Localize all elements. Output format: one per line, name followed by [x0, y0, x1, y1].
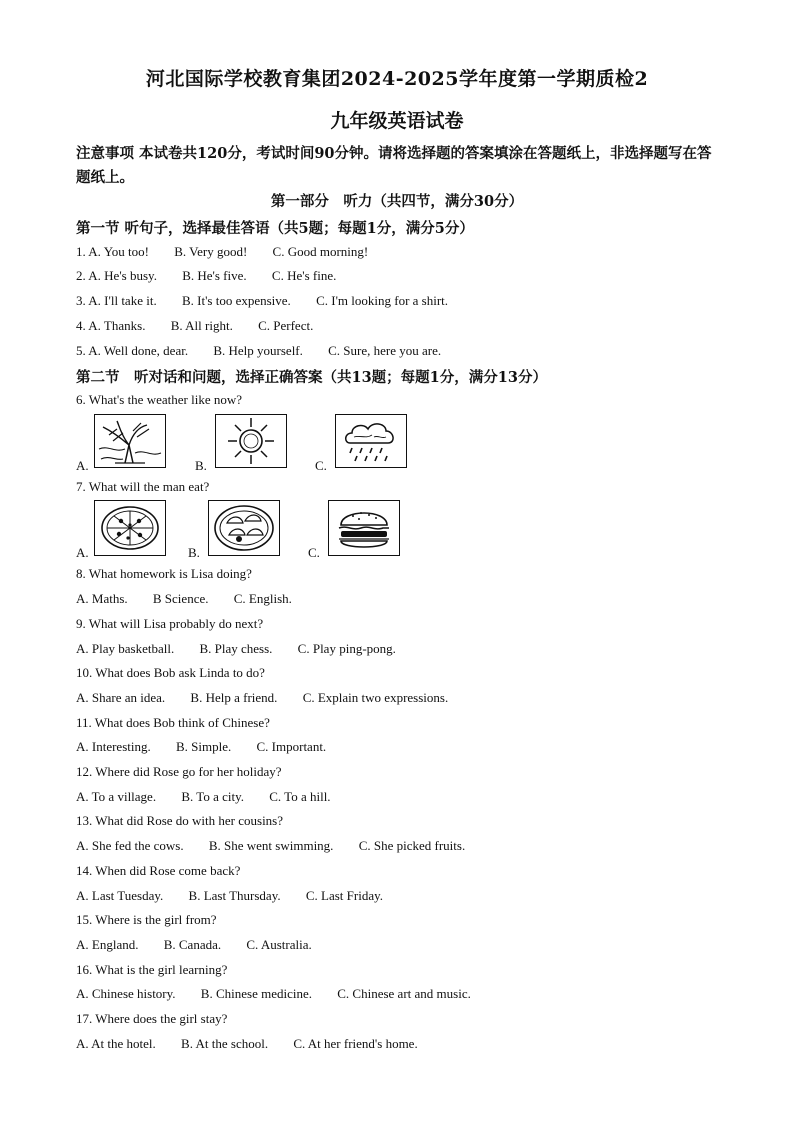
- question-13-option-c: C. She picked fruits.: [358, 838, 466, 853]
- question-4-option-b: B. All right.: [170, 318, 233, 333]
- question-1-option-c: C. Good morning!: [272, 244, 369, 259]
- question-4-option-a: 4. A. Thanks.: [76, 318, 146, 333]
- question-12-options: [76, 789, 331, 805]
- question-13-options: [76, 838, 465, 854]
- question-17-options: [76, 1036, 418, 1052]
- question-6-label-a: A.: [76, 458, 89, 473]
- question-1-option-b: B. Very good!: [174, 244, 248, 259]
- question-13-option-b: B. She went swimming.: [208, 838, 334, 853]
- question-16-option-a: A. Chinese history.: [76, 986, 176, 1001]
- question-13: 13. What did Rose do with her cousins?: [76, 813, 284, 828]
- question-2-option-b: B. He's five.: [182, 268, 247, 283]
- dumplings-icon: [208, 500, 280, 556]
- question-3-option-b: B. It's too expensive.: [181, 293, 291, 308]
- question-14-options: [76, 888, 383, 904]
- question-12-option-b: B. To a city.: [181, 789, 244, 804]
- question-7-label-b: B.: [188, 545, 200, 560]
- question-9-option-c: C. Play ping-pong.: [297, 641, 396, 656]
- question-7: 7. What will the man eat?: [76, 479, 210, 494]
- question-11-options: [76, 739, 326, 755]
- rainy-weather-icon: [335, 414, 407, 468]
- question-16-option-c: C. Chinese art and music.: [337, 986, 471, 1001]
- exam-title-line1: 河北国际学校教育集团2024-2025学年度第一学期质检2: [145, 68, 649, 90]
- question-15-option-c: C. Australia.: [246, 937, 312, 952]
- question-8-options: [76, 591, 292, 607]
- question-12-option-a: A. To a village.: [76, 789, 157, 804]
- part1-heading: 第一部分 听力（共四节，满分30分）: [270, 193, 524, 210]
- question-10-option-a: A. Share an idea.: [76, 690, 166, 705]
- question-11: 11. What does Bob think of Chinese?: [76, 715, 270, 730]
- question-17-option-a: A. At the hotel.: [76, 1036, 156, 1051]
- question-4-option-c: C. Perfect.: [258, 318, 314, 333]
- question-8: 8. What homework is Lisa doing?: [76, 566, 252, 581]
- question-5-option-a: 5. A. Well done, dear.: [76, 343, 189, 358]
- question-2-option-a: 2. A. He's busy.: [76, 268, 157, 283]
- question-16-options: [76, 986, 471, 1002]
- question-9-option-b: B. Play chess.: [199, 641, 273, 656]
- windy-weather-icon: [94, 414, 166, 468]
- question-14: 14. When did Rose come back?: [76, 863, 241, 878]
- exam-title-line2: 九年级英语试卷: [330, 110, 464, 132]
- question-11-option-a: A. Interesting.: [76, 739, 151, 754]
- question-3-option-c: C. I'm looking for a shirt.: [316, 293, 449, 308]
- question-3: [76, 293, 448, 309]
- question-12-option-c: C. To a hill.: [269, 789, 331, 804]
- question-5: [76, 343, 441, 359]
- question-6-label-c: C.: [315, 458, 327, 473]
- question-15-option-b: B. Canada.: [163, 937, 222, 952]
- pizza-icon: [94, 500, 166, 556]
- hamburger-icon: [328, 500, 400, 556]
- question-15-options: [76, 937, 312, 953]
- question-6-label-b: B.: [195, 458, 207, 473]
- question-17: 17. Where does the girl stay?: [76, 1011, 228, 1026]
- sunny-weather-icon: [215, 414, 287, 468]
- question-15: 15. Where is the girl from?: [76, 912, 217, 927]
- question-10: 10. What does Bob ask Linda to do?: [76, 665, 265, 680]
- question-8-option-c: C. English.: [233, 591, 292, 606]
- question-11-option-b: B. Simple.: [175, 739, 232, 754]
- question-16-option-b: B. Chinese medicine.: [200, 986, 312, 1001]
- question-1-option-a: 1. A. You too!: [76, 244, 149, 259]
- question-14-option-b: B. Last Thursday.: [188, 888, 281, 903]
- question-16: 16. What is the girl learning?: [76, 962, 228, 977]
- question-15-option-a: A. England.: [76, 937, 139, 952]
- question-8-option-b: B Science.: [152, 591, 209, 606]
- question-14-option-a: A. Last Tuesday.: [76, 888, 164, 903]
- question-11-option-c: C. Important.: [256, 739, 327, 754]
- question-3-option-a: 3. A. I'll take it.: [76, 293, 157, 308]
- question-9: 9. What will Lisa probably do next?: [76, 616, 264, 631]
- question-6: 6. What's the weather like now?: [76, 392, 242, 407]
- question-10-option-b: B. Help a friend.: [190, 690, 278, 705]
- question-10-option-c: C. Explain two expressions.: [302, 690, 449, 705]
- exam-notice: 注意事项 本试卷共120分，考试时间90分钟。请将选择题的答案填涂在答题纸上，非选择题写在答题纸上。: [76, 145, 712, 186]
- question-17-option-b: B. At the school.: [181, 1036, 269, 1051]
- question-7-label-c: C.: [308, 545, 320, 560]
- question-5-option-b: B. Help yourself.: [213, 343, 303, 358]
- question-17-option-c: C. At her friend's home.: [293, 1036, 418, 1051]
- question-5-option-c: C. Sure, here you are.: [328, 343, 442, 358]
- question-7-label-a: A.: [76, 545, 89, 560]
- question-9-option-a: A. Play basketball.: [76, 641, 175, 656]
- question-13-option-a: A. She fed the cows.: [76, 838, 184, 853]
- question-8-option-a: A. Maths.: [76, 591, 128, 606]
- section2-heading: 第二节 听对话和问题，选择正确答案（共13题；每题1分，满分13分）: [76, 369, 547, 386]
- question-1: [76, 244, 368, 260]
- question-9-options: [76, 641, 396, 657]
- section1-heading: 第一节 听句子，选择最佳答语（共5题；每题1分，满分5分）: [76, 220, 474, 237]
- question-4: [76, 318, 313, 334]
- question-2: [76, 268, 336, 284]
- question-2-option-c: C. He's fine.: [271, 268, 337, 283]
- question-10-options: [76, 690, 448, 706]
- question-12: 12. Where did Rose go for her holiday?: [76, 764, 282, 779]
- question-14-option-c: C. Last Friday.: [305, 888, 384, 903]
